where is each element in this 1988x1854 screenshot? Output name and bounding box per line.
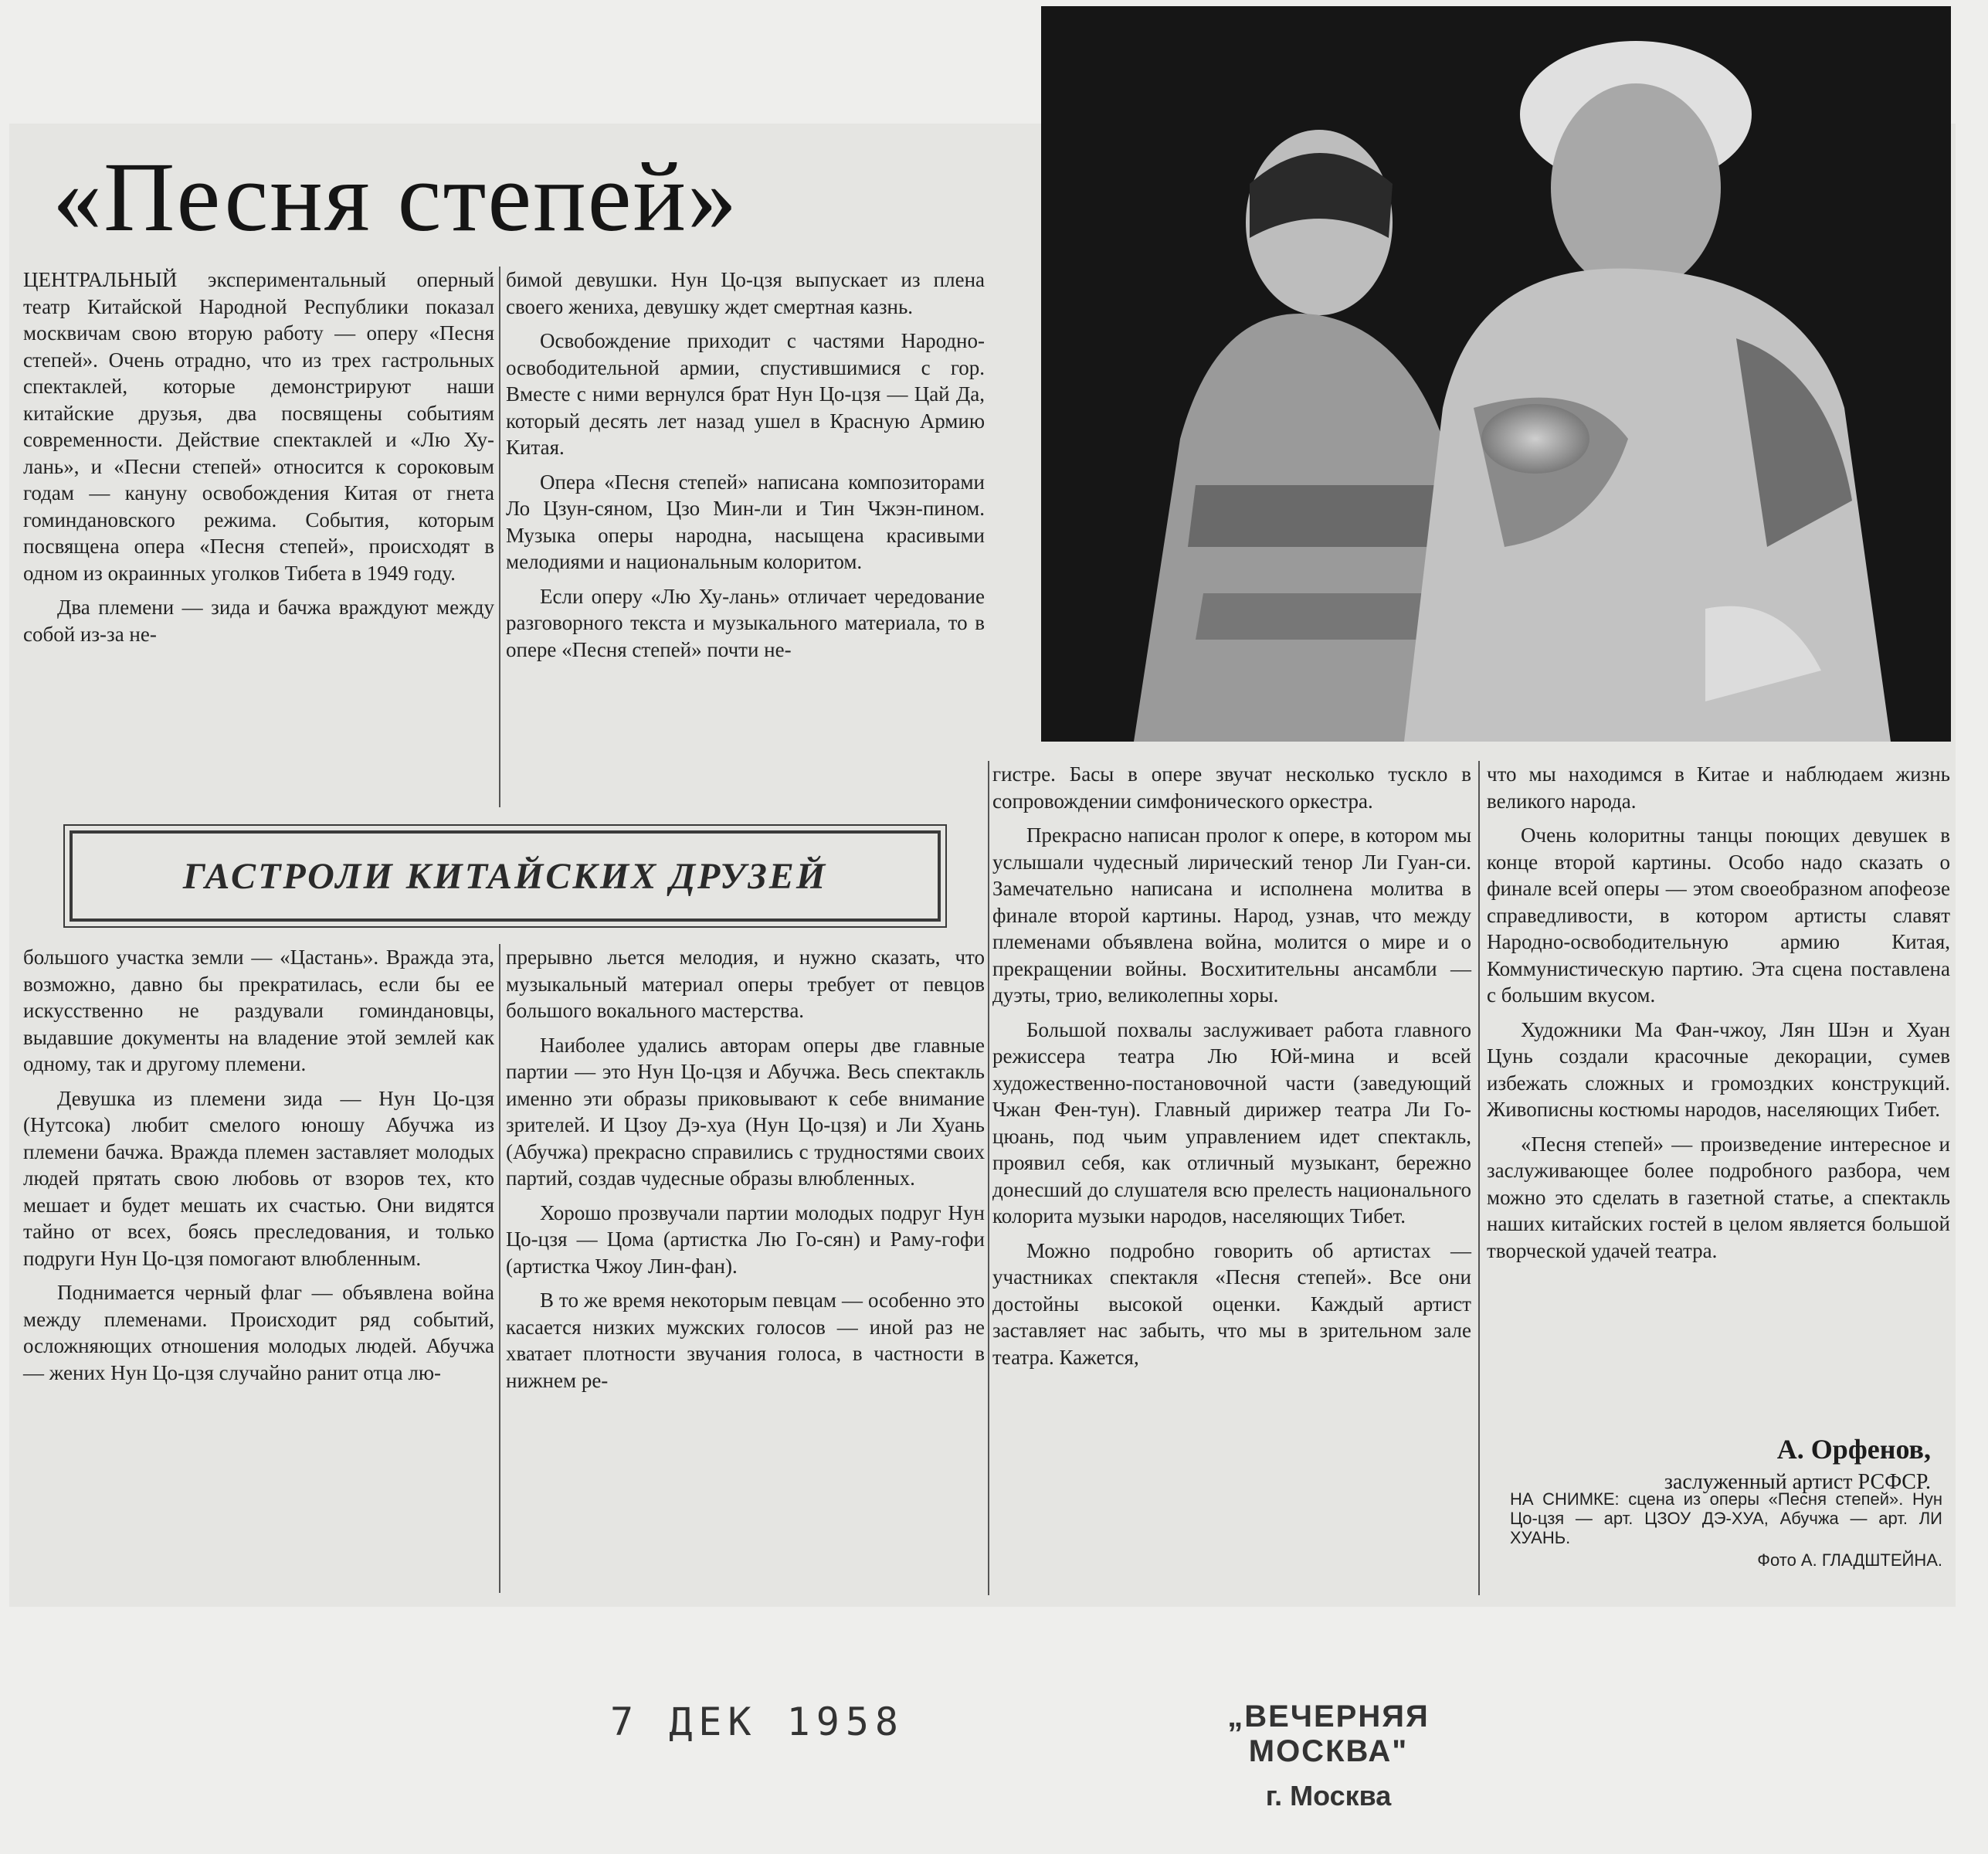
- newspaper-city: г. Москва: [1265, 1780, 1392, 1812]
- column-rule: [988, 761, 989, 1595]
- column-1-top: [23, 267, 494, 807]
- author-name: А. Орфенов,: [1776, 1434, 1931, 1465]
- photo-credit: Фото А. ГЛАДШТЕЙНА.: [1757, 1550, 1942, 1570]
- paragraph: Девушка из племени зида — Нун Цо-цзя (Нутсока) любит смелого юношу Абучжа из племени бачжа. Вражда племен заставляет молодых людей прятать свою любовь от взоров тех, кто мешает и будет мешать их счастью. Они видятся тайно от всех, боясь преследования, и только подруги Нун Цо-цзя помогают влюбленным.: [23, 1086, 494, 1270]
- author-signature: [1491, 1433, 1954, 1495]
- column-2-top: [506, 267, 985, 807]
- column-1-bottom: [23, 944, 494, 1593]
- paragraph: Очень колоритны танцы поющих девушек в конце второй картины. Особо надо сказать о финале всей оперы — этом своеобразном апофеозе справедливости, в котором артисты славят Народно-освободительную армию Китая, Коммунистическую партию. Эта сцена поставлена с большим вкусом.: [1487, 823, 1950, 1007]
- paragraph: Опера «Песня степей» написана композиторами Ло Цзун-сяном, Цзо Мин-ли и Тин Чжэн-пином. Музыка оперы народна, насыщена красивыми мелодиями и национальным колоритом.: [506, 470, 985, 573]
- paragraph: Два племени — зида и бачжа враждуют между собой из-за не-: [23, 596, 494, 646]
- paragraph: ЦЕНТРАЛЬНЫЙ экспериментальный оперный театр Китайской Народной Республики показал москвичам свою вторую работу — оперу «Песня степей». Очень отрадно, что из трех гастрольных спектаклей, которые демонстрируют наши китайские друзья, два посвящены событиям современности. Действие спектаклей и «Лю Ху-лань», и «Песни степей» относится к сороковым годам — кануну освобождения Китая от гнета гоминдановского режима. События, которым посвящена опера «Песня степей», происходят в одном из окраинных уголков Тибета в 1949 году.: [23, 268, 494, 585]
- paragraph: Освобождение приходит с частями Народно-освободительной армии, спустившимися с гор. Вместе с ними вернулся брат Нун Цо-цзя — Цай Да, который десять лет назад ушел в Красную Армию Китая.: [506, 329, 985, 459]
- newspaper-stamp: [1159, 1700, 1498, 1812]
- column-4: [1487, 761, 1950, 1425]
- paragraph: большого участка земли — «Цастань». Вражда эта, возможно, давно бы прекратилась, если бы ее искусственно не раздували гоминдановцы, выдавшие документы на владение этой землей как одному, так и другому племени.: [23, 946, 494, 1075]
- paragraph: что мы находимся в Китае и наблюдаем жизнь великого народа.: [1487, 762, 1950, 813]
- paragraph: Если оперу «Лю Ху-лань» отличает чередование разговорного текста и музыкального материала, то в опере «Песня степей» почти не-: [506, 584, 985, 661]
- paragraph: Поднимается черный флаг — объявлена война между племенами. Происходит ряд событий, осложняющих отношения молодых людей. Абучжа — жених Нун Цо-цзя случайно ранит отца лю-: [23, 1281, 494, 1384]
- opera-scene-photo: [1041, 6, 1951, 742]
- photo-caption: [1510, 1489, 1942, 1570]
- column-rule: [499, 944, 500, 1593]
- newspaper-name: „ВЕЧЕРНЯЯ МОСКВА": [1227, 1700, 1430, 1768]
- author-title: заслуженный артист РСФСР.: [1664, 1470, 1931, 1494]
- date-stamp: 7 ДЕК 1958: [610, 1700, 905, 1744]
- paragraph: бимой девушки. Нун Цо-цзя выпускает из плена своего жениха, девушку ждет смертная казнь.: [506, 268, 985, 318]
- photo-illustration: [1041, 6, 1951, 742]
- paragraph: Наиболее удались авторам оперы две главные партии — это Нун Цо-цзя и Абучжа. Весь спектакль именно эти образы приковывают к себе внимание зрителей. И Цзоу Дэ-хуа (Нун Цо-цзя) и Ли Хуань (Абучжа) прекрасно справились с трудностями своих партий, создав чудесные образы влюбленных.: [506, 1033, 985, 1190]
- paragraph: В то же время некоторым певцам — особенно это касается низких мужских голосов — иной раз не хватает плотности звучания голоса, в частности в нижнем ре-: [506, 1289, 985, 1392]
- column-rule: [499, 267, 500, 807]
- paragraph: Художники Ма Фан-чжоу, Лян Шэн и Хуан Цунь создали красочные декорации, сумев избежать сложных и громоздких конструкций. Живописны костюмы народов, населяющих Тибет.: [1487, 1017, 1950, 1121]
- paragraph: Большой похвалы заслуживает работа главного режиссера театра Лю Юй-мина и всей художественно-постановочной части (заведующий Чжан Фен-тун). Главный дирижер театра Ли Го-цюань, под чьим управлением идет спектакль, проявил себя, как отличный музыкант, бережно донесший до слушателя всю прелесть национального колорита музыки народов, населяющих Тибет.: [992, 1017, 1471, 1228]
- article-title: «Песня степей»: [53, 142, 738, 252]
- column-3: [992, 761, 1471, 1595]
- column-rule: [1478, 761, 1480, 1595]
- subtitle-box: [70, 830, 941, 922]
- paragraph: Прекрасно написан пролог к опере, в котором мы услышали чудесный лирический тенор Ли Гуан-си. Замечательно написана и исполнена молитва в финале второй картины. Народ, узнав, что между племенами объявлена война, молится о мире и о прекращении войны. Восхитительны ансамбли — дуэты, трио, великолепны хоры.: [992, 823, 1471, 1007]
- article-subtitle: ГАСТРОЛИ КИТАЙСКИХ ДРУЗЕЙ: [182, 855, 828, 897]
- column-2-bottom: [506, 944, 985, 1593]
- paragraph: Хорошо прозвучали партии молодых подруг Нун Цо-цзя — Цома (артистка Лю Го-сян) и Раму-гофи (артистка Чжоу Лин-фан).: [506, 1200, 985, 1278]
- paragraph: прерывно льется мелодия, и нужно сказать, что музыкальный материал оперы требует от певцов большого вокального мастерства.: [506, 946, 985, 1022]
- caption-text: НА СНИМКЕ: сцена из оперы «Песня степей». Нун Цо-цзя — арт. ЦЗОУ ДЭ-ХУА, Абучжа — арт. ЛИ ХУАНЬ.: [1510, 1489, 1942, 1547]
- paragraph: «Песня степей» — произведение интересное и заслуживающее более подробного разбора, чем можно это сделать в газетной статье, а спектакль наших китайских гостей в целом является большой творческой удачей театра.: [1487, 1132, 1950, 1262]
- paragraph: Можно подробно говорить об артистах — участниках спектакля «Песня степей». Все они достойны высокой оценки. Каждый артист заставляет нас забыть, что мы в зрительном зале театра. Кажется,: [992, 1238, 1471, 1369]
- paragraph: гистре. Басы в опере звучат несколько тускло в сопровождении симфонического оркестра.: [992, 762, 1471, 813]
